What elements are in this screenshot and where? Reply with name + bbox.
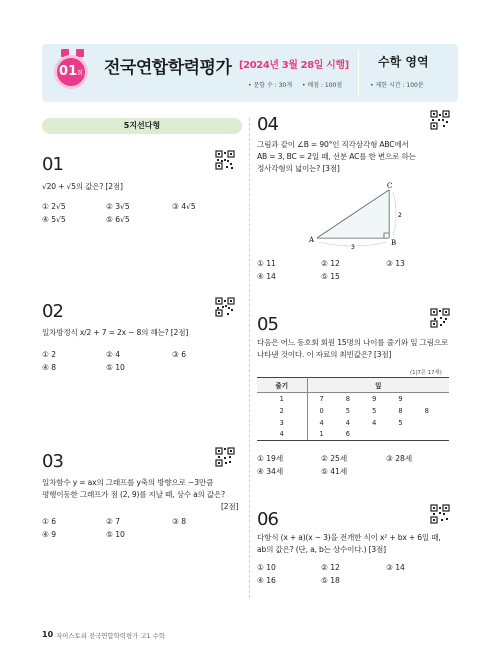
question-number: 03 bbox=[42, 451, 63, 472]
leaf-values: 0 5 5 8 8 bbox=[319, 406, 439, 415]
exam-date: [2024년 3월 28일 시행] bbox=[239, 60, 349, 71]
answer-choice[interactable]: ③ 13 bbox=[386, 259, 405, 268]
qr-code-icon[interactable] bbox=[215, 297, 235, 317]
answer-choice[interactable]: ④ 14 bbox=[257, 272, 276, 281]
answer-choice[interactable]: ② 3√5 bbox=[106, 202, 130, 211]
exam-title: 전국연합학력평가 bbox=[104, 58, 232, 78]
answer-choice[interactable]: ⑤ 41세 bbox=[321, 467, 348, 476]
header-divider bbox=[358, 50, 359, 96]
qr-code-icon[interactable] bbox=[430, 504, 450, 524]
vertex-label-b: B bbox=[391, 239, 397, 247]
answer-choice[interactable]: ① 10 bbox=[257, 563, 276, 572]
leaf-values: 1 6 bbox=[307, 429, 449, 441]
side-length-ab: 3 bbox=[351, 244, 355, 250]
triangle-figure bbox=[305, 180, 415, 250]
question-text-line: 평행이동한 그래프가 점 (2, 9)를 지날 때, 상수 a의 값은? bbox=[42, 490, 225, 499]
question-text-line: 다항식 (x + a)(x − 3)을 전개한 식이 x² + bx + 6일 때, bbox=[257, 533, 441, 542]
stem-leaf-caption: (1|7은 17세) bbox=[410, 370, 442, 376]
question-text: 일차방정식 x/2 + 7 = 2x − 8의 해는? [2점] bbox=[42, 328, 189, 337]
leaf-header: 잎 bbox=[307, 378, 449, 393]
answer-choice[interactable]: ③ 14 bbox=[386, 563, 405, 572]
question-number: 05 bbox=[257, 314, 278, 335]
question-text-line: 다음은 어느 동호회 회원 15명의 나이를 줄기와 잎 그림으로 bbox=[257, 338, 449, 347]
answer-choice[interactable]: ③ 6 bbox=[172, 350, 187, 359]
total-points: • 배점 : 100점 bbox=[302, 82, 343, 89]
question-text-line: 일차함수 y = ax의 그래프를 y축의 방향으로 −3만큼 bbox=[42, 478, 214, 487]
page-number: 10 bbox=[42, 630, 54, 639]
vertex-label-a: A bbox=[309, 236, 315, 244]
question-text-line: 나타낸 것이다. 이 자료의 최빈값은? [3점] bbox=[257, 350, 392, 359]
book-title: 자이스토리 전국연합학력평가 고1 수학 bbox=[56, 632, 165, 640]
answer-choice[interactable]: ④ 5√5 bbox=[42, 215, 66, 224]
answer-choice[interactable]: ③ 4√5 bbox=[172, 202, 196, 211]
question-text: √20 + √5의 값은? [2점] bbox=[42, 182, 123, 191]
section-label: 5지선다형 bbox=[42, 118, 242, 134]
answer-choice[interactable]: ④ 8 bbox=[42, 363, 57, 372]
stem-value: 3 bbox=[257, 417, 307, 429]
answer-choice[interactable]: ② 7 bbox=[106, 517, 121, 526]
stem-value: 2 bbox=[257, 405, 307, 417]
answer-choice[interactable]: ④ 9 bbox=[42, 530, 57, 539]
round-number: 01 bbox=[59, 64, 78, 79]
question-number: 02 bbox=[42, 301, 63, 322]
answer-choice[interactable]: ③ 28세 bbox=[386, 454, 413, 463]
question-points: [2점] bbox=[221, 502, 239, 511]
answer-choice[interactable]: ① 11 bbox=[257, 259, 276, 268]
question-count: • 문항 수 : 30개 bbox=[248, 82, 293, 89]
question-text-line: AB = 3, BC = 2일 때, 선분 AC를 한 변으로 하는 bbox=[257, 152, 416, 161]
stem-header: 줄기 bbox=[257, 378, 307, 393]
answer-choice[interactable]: ① 2√5 bbox=[42, 202, 66, 211]
qr-code-icon[interactable] bbox=[215, 150, 235, 170]
question-number: 06 bbox=[257, 509, 278, 530]
column-divider bbox=[249, 118, 250, 598]
answer-choice[interactable]: ⑤ 10 bbox=[106, 530, 125, 539]
leaf-values: 7 8 9 9 bbox=[319, 394, 413, 403]
answer-choice[interactable]: ① 2 bbox=[42, 350, 57, 359]
answer-choice[interactable]: ② 12 bbox=[321, 259, 340, 268]
answer-choice[interactable]: ① 19세 bbox=[257, 454, 284, 463]
answer-choice[interactable]: ⑤ 10 bbox=[106, 363, 125, 372]
answer-choice[interactable]: ① 6 bbox=[42, 517, 57, 526]
qr-code-icon[interactable] bbox=[430, 110, 450, 130]
question-text-line: 그림과 같이 ∠B = 90°인 직각삼각형 ABC에서 bbox=[257, 140, 409, 149]
qr-code-icon[interactable] bbox=[215, 447, 235, 467]
answer-choice[interactable]: ② 25세 bbox=[321, 454, 348, 463]
subject-title: 수학 영역 bbox=[378, 55, 429, 69]
stem-value: 4 bbox=[257, 429, 307, 441]
leaf-values: 4 4 4 5 bbox=[319, 418, 413, 427]
side-length-bc: 2 bbox=[398, 212, 402, 219]
answer-choice[interactable]: ② 12 bbox=[321, 563, 340, 572]
question-text-line: ab의 값은? (단, a, b는 상수이다.) [3점] bbox=[257, 545, 386, 554]
round-suffix: 회 bbox=[77, 70, 83, 77]
stem-leaf-table bbox=[257, 377, 449, 441]
answer-choice[interactable]: ⑤ 15 bbox=[321, 272, 340, 281]
qr-code-icon[interactable] bbox=[430, 308, 450, 328]
answer-choice[interactable]: ② 4 bbox=[106, 350, 121, 359]
vertex-label-c: C bbox=[387, 182, 393, 190]
answer-choice[interactable]: ④ 16 bbox=[257, 576, 276, 585]
question-text-line: 정사각형의 넓이는? [3점] bbox=[257, 164, 340, 173]
exam-header bbox=[42, 44, 458, 102]
stem-value: 1 bbox=[257, 393, 307, 405]
round-badge bbox=[54, 55, 88, 89]
question-number: 04 bbox=[257, 114, 278, 135]
answer-choice[interactable]: ⑤ 18 bbox=[321, 576, 340, 585]
answer-choice[interactable]: ③ 8 bbox=[172, 517, 187, 526]
answer-choice[interactable]: ⑤ 6√5 bbox=[106, 215, 130, 224]
answer-choice[interactable]: ④ 34세 bbox=[257, 467, 284, 476]
time-limit: • 제한 시간 : 100분 bbox=[370, 82, 424, 89]
question-number: 01 bbox=[42, 154, 63, 175]
